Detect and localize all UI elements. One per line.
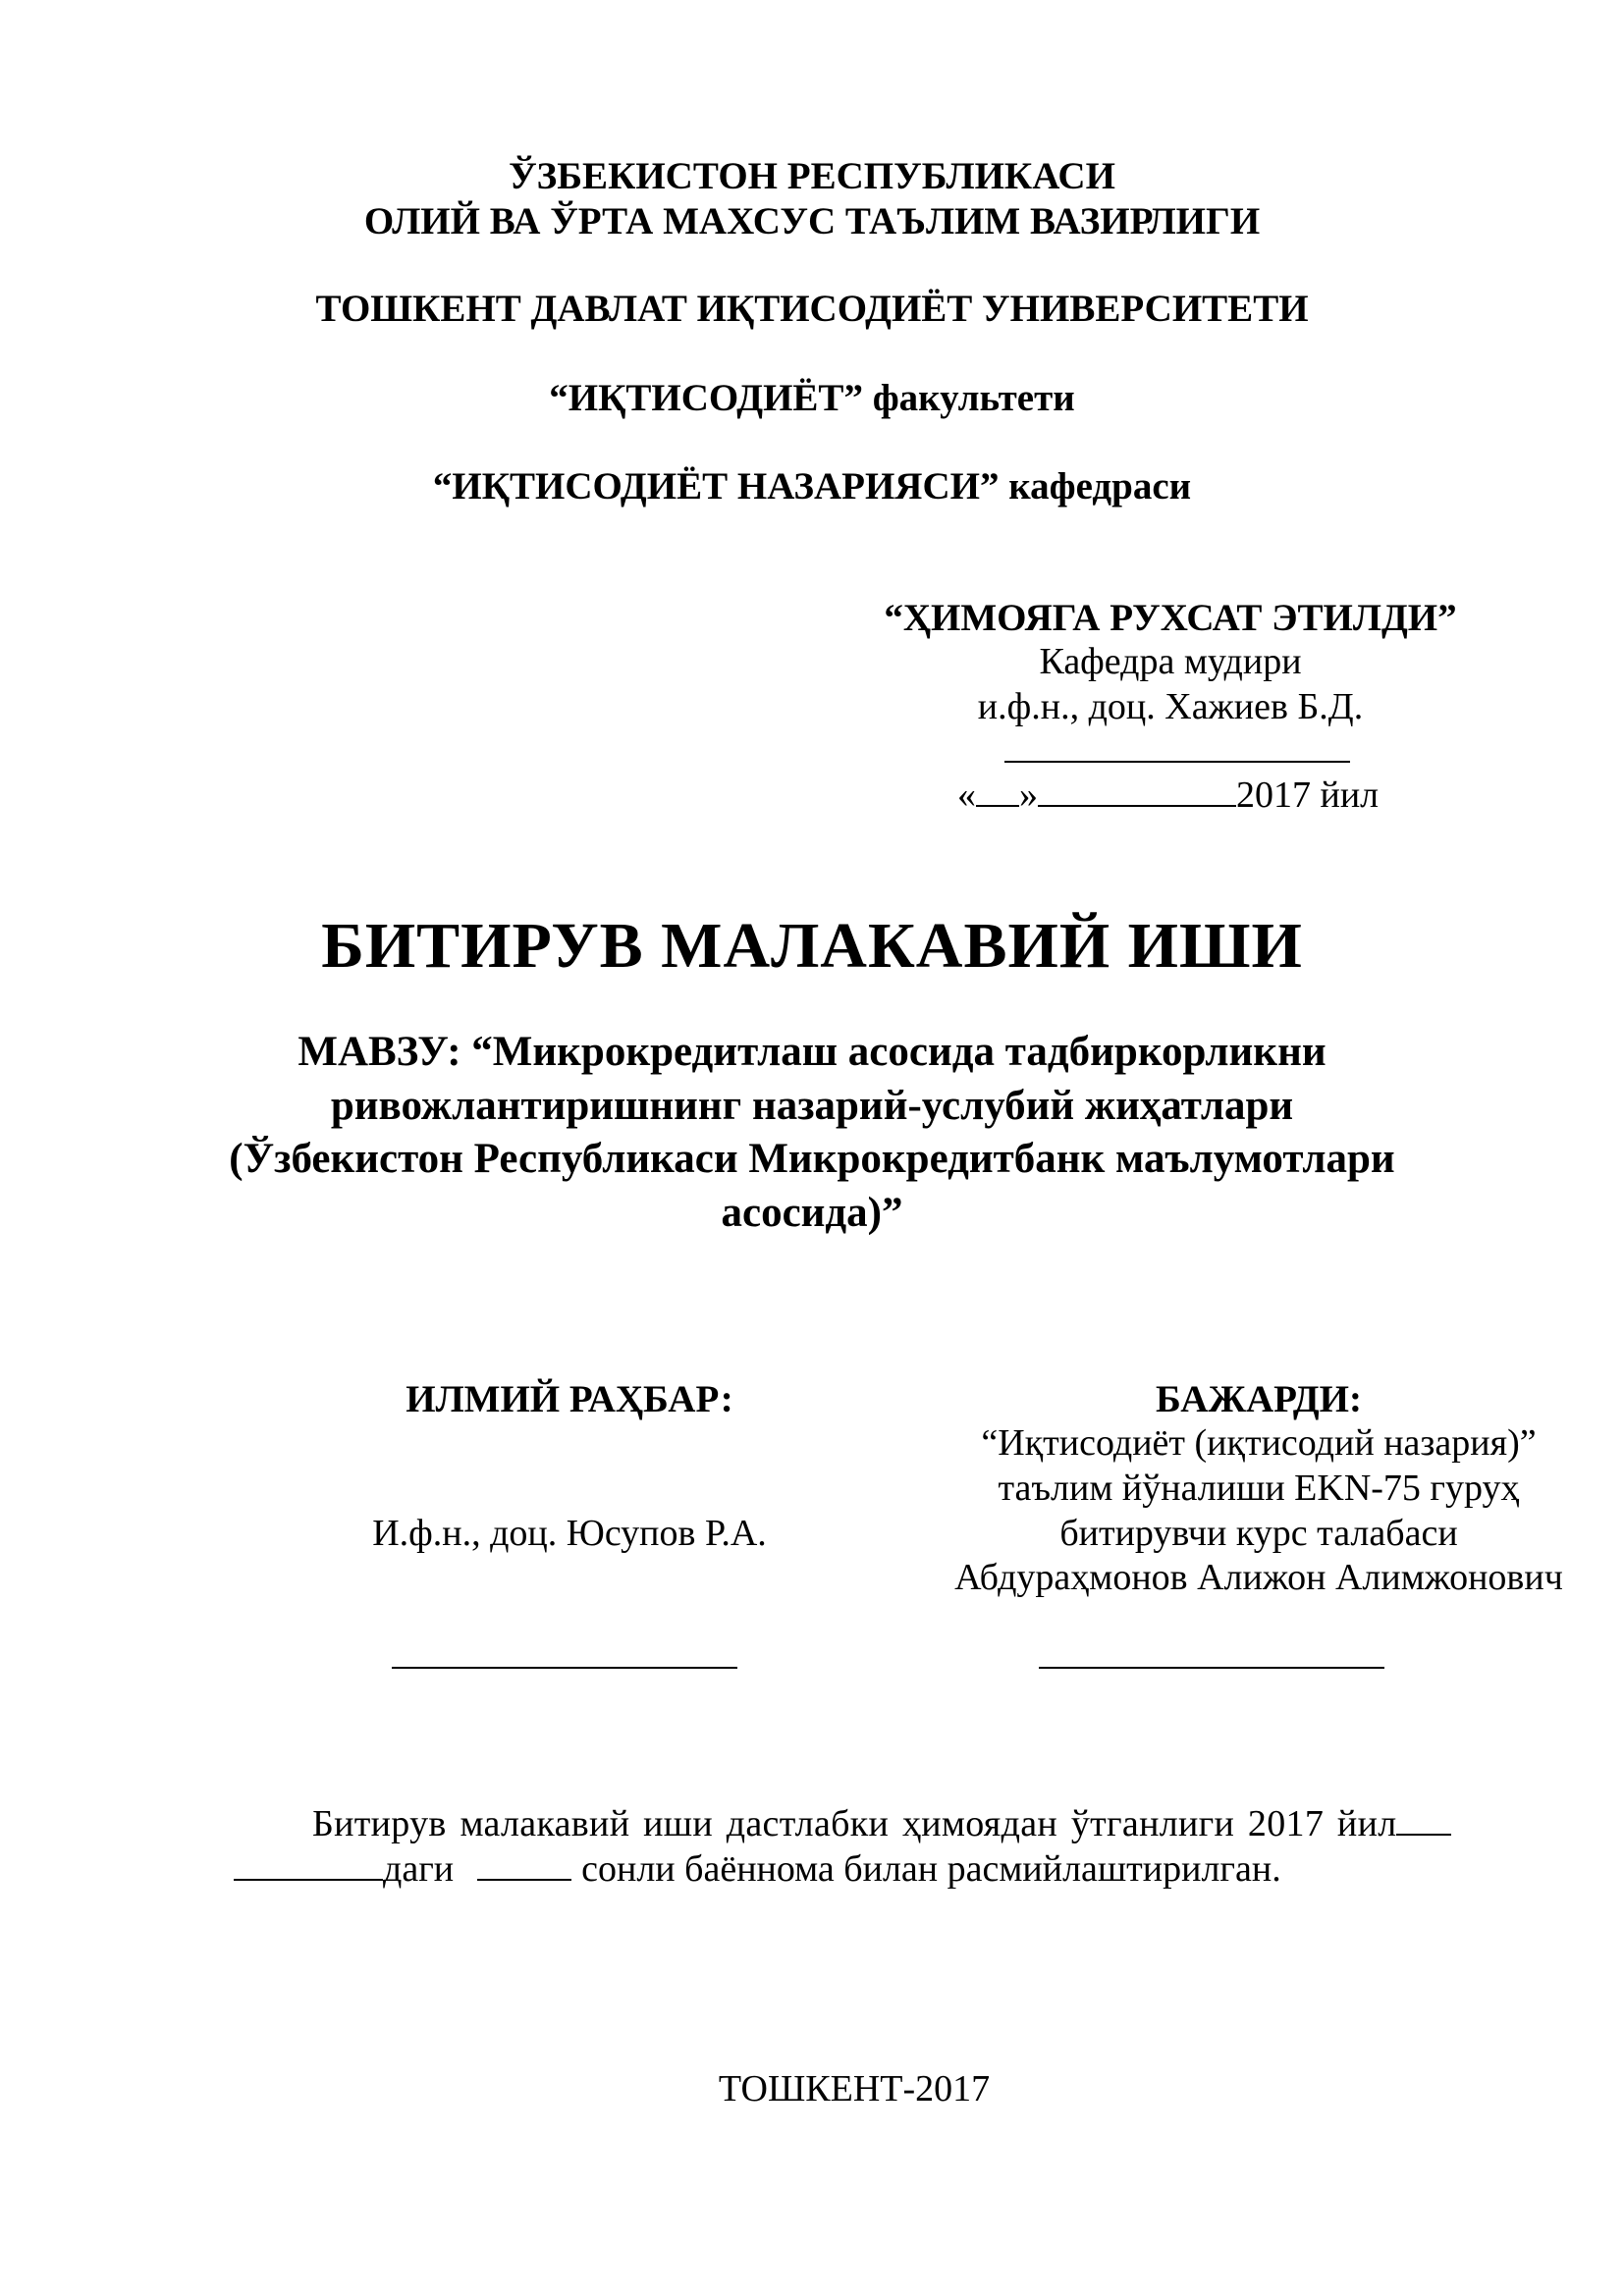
supervisor-name: И.ф.н., доц. Юсупов Р.А. (372, 1513, 767, 1554)
topic-line-3: (Ўзбекистон Республикаси Микрокредитбанк маълумотлари (229, 1136, 1395, 1183)
date-open-quote: « (957, 774, 976, 816)
author-line-1: “Иқтисодиёт (иқтисодий назария)” (981, 1422, 1537, 1464)
header-ministry: ОЛИЙ ВА ЎРТА МАХСУС ТАЪЛИМ ВАЗИРЛИГИ (363, 200, 1261, 242)
header-faculty (0, 376, 1624, 422)
author-line-2: таълим йўналиши EKN-75 гуруҳ (998, 1468, 1520, 1509)
defense-note-text-1: Битирув малакавий иши дастлабки ҳимоядан ўтганлиги 2017 йил (312, 1803, 1397, 1844)
department-word: кафедраси (999, 465, 1192, 507)
date-year: 2017 йил (1236, 774, 1380, 816)
approval-date (957, 774, 1379, 819)
header-republic: ЎЗБЕКИСТОН РЕСПУБЛИКАСИ (509, 155, 1115, 197)
faculty-word: факультети (862, 377, 1075, 419)
author-line-3: битирувчи курс талабаси (1059, 1513, 1458, 1554)
approval-signature-line (1004, 761, 1350, 763)
approval-title: “ҲИМОЯГА РУХСАТ ЭТИЛДИ” (884, 597, 1457, 639)
author-line-4: Абдураҳмонов Алижон Алимжонович (954, 1557, 1563, 1598)
protocol-number-blank (477, 1847, 571, 1881)
supervisor-signature-line (392, 1667, 737, 1669)
supervisor-label: ИЛМИЙ РАҲБАР: (406, 1378, 733, 1420)
defense-note-line-1 (312, 1802, 1451, 1847)
date-day-blank (976, 774, 1019, 807)
approval-role: Кафедра мудири (1039, 641, 1302, 682)
footer-city-year: ТОШКЕНТ-2017 (718, 2068, 991, 2109)
date-month-blank (1038, 774, 1236, 807)
author-signature-line (1039, 1667, 1384, 1669)
approval-person: и.ф.н., доц. Хажиев Б.Д. (977, 686, 1364, 727)
document-title: БИТИРУВ МАЛАКАВИЙ ИШИ (321, 910, 1303, 982)
topic-block (125, 1026, 1499, 1240)
topic-line-4: асосида)” (721, 1189, 903, 1236)
header-department (0, 464, 1624, 510)
topic-line-1: МАВЗУ: “Микрокредитлаш асосида тадбиркорликни (298, 1029, 1326, 1075)
date-close-quote: » (1019, 774, 1038, 816)
department-name: “ИҚТИСОДИЁТ НАЗАРИЯСИ” (432, 465, 1000, 507)
header-university: ТОШКЕНТ ДАВЛАТ ИҚТИСОДИЁТ УНИВЕРСИТЕТИ (315, 288, 1309, 330)
defense-note-text-2: сонли баённома билан расмийлаштирилган. (581, 1848, 1281, 1890)
faculty-name: “ИҚТИСОДИЁТ” (549, 377, 863, 419)
defense-note-daga: даги (383, 1848, 455, 1890)
defense-day-blank (1396, 1802, 1451, 1836)
defense-note-line-2 (234, 1847, 1281, 1893)
author-label: БАЖАРДИ: (1156, 1378, 1362, 1420)
topic-line-2: ривожлантиришнинг назарий-услубий жиҳатлари (330, 1082, 1294, 1129)
defense-month-blank (234, 1847, 383, 1881)
